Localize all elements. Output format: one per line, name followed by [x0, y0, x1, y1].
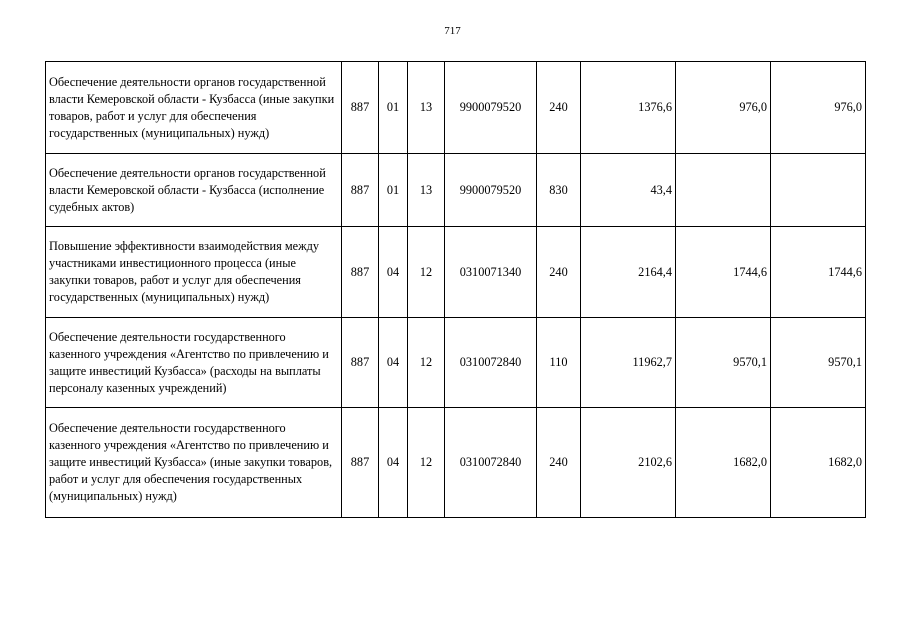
table-row [46, 227, 866, 318]
amount-year-2: 9570,1 [676, 318, 771, 408]
expense-type-code: 240 [537, 62, 581, 154]
budget-table [45, 61, 866, 518]
amount-year-3: 1744,6 [771, 227, 866, 318]
target-article-code: 9900079520 [445, 62, 537, 154]
subsection-code: 12 [408, 408, 445, 518]
amount-year-3: 9570,1 [771, 318, 866, 408]
expense-name: Обеспечение деятельности органов государственной власти Кемеровской области - Кузбасса (исполнение судебных актов) [46, 154, 342, 227]
amount-year-2: 976,0 [676, 62, 771, 154]
subsection-code: 12 [408, 318, 445, 408]
amount-year-1: 1376,6 [581, 62, 676, 154]
amount-year-3: 976,0 [771, 62, 866, 154]
ministry-code: 887 [342, 318, 379, 408]
section-code: 04 [379, 408, 408, 518]
expense-type-code: 830 [537, 154, 581, 227]
target-article-code: 0310071340 [445, 227, 537, 318]
table-row [46, 154, 866, 227]
section-code: 04 [379, 227, 408, 318]
expense-name: Повышение эффективности взаимодействия между участниками инвестиционного процесса (иные закупки товаров, работ и услуг для обеспечения государственных (муниципальных) нужд) [46, 227, 342, 318]
target-article-code: 0310072840 [445, 408, 537, 518]
amount-year-1: 43,4 [581, 154, 676, 227]
section-code: 01 [379, 62, 408, 154]
expense-type-code: 240 [537, 227, 581, 318]
section-code: 04 [379, 318, 408, 408]
subsection-code: 13 [408, 154, 445, 227]
ministry-code: 887 [342, 154, 379, 227]
target-article-code: 0310072840 [445, 318, 537, 408]
page-number: 717 [444, 25, 461, 37]
amount-year-2: 1744,6 [676, 227, 771, 318]
subsection-code: 13 [408, 62, 445, 154]
ministry-code: 887 [342, 227, 379, 318]
amount-year-1: 2164,4 [581, 227, 676, 318]
expense-name: Обеспечение деятельности государственного казенного учреждения «Агентство по привлечению и защите инвестиций Кузбасса» (расходы на выплаты персоналу казенных учреждений) [46, 318, 342, 408]
expense-name: Обеспечение деятельности государственного казенного учреждения «Агентство по привлечению и защите инвестиций Кузбасса» (иные закупки товаров, работ и услуг для обеспечения государственных (муниципальных) нужд) [46, 408, 342, 518]
target-article-code: 9900079520 [445, 154, 537, 227]
table-row [46, 318, 866, 408]
amount-year-1: 2102,6 [581, 408, 676, 518]
expense-type-code: 240 [537, 408, 581, 518]
subsection-code: 12 [408, 227, 445, 318]
section-code: 01 [379, 154, 408, 227]
amount-year-3: 1682,0 [771, 408, 866, 518]
amount-year-1: 11962,7 [581, 318, 676, 408]
amount-year-2: 1682,0 [676, 408, 771, 518]
expense-type-code: 110 [537, 318, 581, 408]
table-row [46, 408, 866, 518]
amount-year-2 [676, 154, 771, 227]
expense-name: Обеспечение деятельности органов государственной власти Кемеровской области - Кузбасса (иные закупки товаров, работ и услуг для обеспечения государственных (муниципальных) нужд) [46, 62, 342, 154]
amount-year-3 [771, 154, 866, 227]
table-row [46, 62, 866, 154]
ministry-code: 887 [342, 408, 379, 518]
ministry-code: 887 [342, 62, 379, 154]
